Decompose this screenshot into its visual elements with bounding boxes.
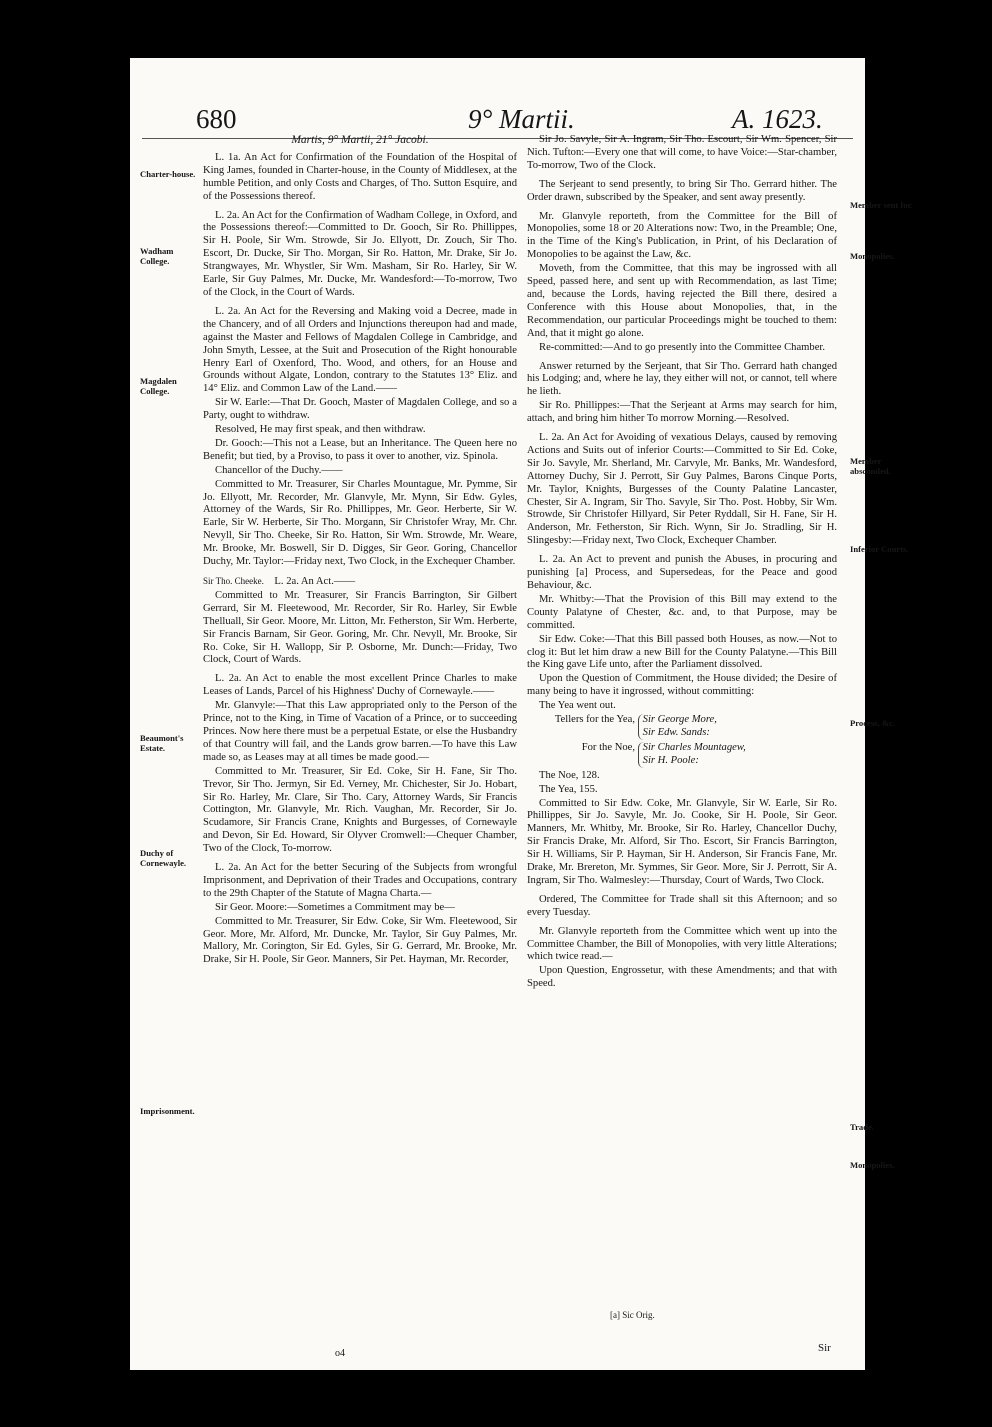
entry-paragraph: Mr. Whitby:—That the Provision of this Bill may extend to the County Palatyne of Chester, &c. and, to that Purpose, may be committed.: [527, 593, 837, 631]
entry-paragraph: L. 2a. An Act for the Confirmation of Wadham College, in Oxford, and the Possessions thereof:—Committed to Dr. Gooch, Sir Ro. Phillippes, Sir H. Poole, Sir Wm. Strowde, Sir Jo. Ellyott, Dr. Zouch, Sir Tho. Escort, Dr. Ducke, Sir Tho. Morgan, Sir Ro. Hatton, Mr. Drake, Sir Jo. Strangwayes, Mr. Whystler, Sir Wm. Masham, Sir Ro. Harley, Sir W. Earle, Sir Guy Palmes, Mr. Ducke, Mr. Wandesford:—To-morrow, Two of the Clock, in the Court of Wards.: [203, 209, 517, 298]
margin-note-left: Magdalen College.: [140, 376, 177, 396]
vote-count-noe: The Noe, 128.: [539, 769, 600, 781]
entry-paragraph: L. 2a. An Act to prevent and punish the Abuses, in procuring and punishing [a] Process, and Supersedeas, for the Peace and good Behaviour, &c.: [527, 554, 837, 591]
entry-paragraph: Ordered, The Committee for Trade shall sit this Afternoon; and so every Tuesday.: [527, 893, 837, 918]
entry-paragraph: Sir Jo. Savyle, Sir A. Ingram, Sir Tho. Escourt, Sir Wm. Spencer, Sir Nich. Tufton:—Every one that will come, to have Voice:—Star-chamber, To-morrow, Two of the Clock.: [527, 134, 837, 171]
margin-note-left: Charter-house.: [140, 169, 196, 179]
footnote: [a] Sic Orig.: [610, 1310, 655, 1320]
entry-paragraph: Dr. Gooch:—This not a Lease, but an Inheritance. The Queen here no Benefit; but tied, by a Proviso, to pass it over to another, viz. Spinola.: [203, 437, 517, 462]
entry-paragraph: Committed to Mr. Treasurer, Sir Ed. Coke, Sir H. Fane, Sir Tho. Trevor, Sir Tho. Jermyn, Sir Ed. Verney, Mr. Chichester, Sir Jo. Hobart, Sir Ro. Harley, Mr. Clare, Sir Tho. Cary, Attorney Wards, Sir Francis Cottington, Mr. Glanvyle, Mr. Rich. Vaughan, Mr. Recorder, Sir Jo. Scudamore, Sir Francis Crane, Knights and Burgesses, of Cornewayle and Devon, Sir Ed. Howard, Sir Olyver Cromwell:—Chequer Chamber, Two of the Clock, To-morrow.: [203, 765, 517, 855]
margin-note-right: Process, &c.: [850, 718, 895, 728]
margin-note-right: Trade.: [850, 1122, 874, 1132]
margin-note-right: Monopolies.: [850, 251, 895, 261]
tellers-noe: [527, 742, 837, 768]
teller-name: Sir George More,: [642, 714, 717, 726]
margin-note-right: Member sent for.: [850, 200, 913, 210]
entry-paragraph: Committed to Mr. Treasurer, Sir Francis Barrington, Sir Gilbert Gerrard, Sir M. Fleetewood, Mr. Recorder, Sir Ro. Harley, Sir Ewble Thelluall, Sir Geor. Moore, Mr. Litton, Mr. Fetherston, Sir Wm. Herberte, Sir Francis Barnam, Sir Geor. Goring, Mr. Chr. Nevyll, Mr. Brooke, Sir Ro. Coke, Sir H. Wallopp, Sir P. Osborne, Mr. Dunch:—Friday, Two Clock, Court of Wards.: [203, 589, 517, 666]
left-column: [203, 134, 517, 973]
entry-paragraph: L. 1a. An Act for Confirmation of the Foundation of the Hospital of King James, founded in Charter-house, in the County of Middlesex, at the humble Petition, and only Costs and Charges, of Tho. Sutton Esquire, and of the Possessions thereof.: [203, 151, 517, 202]
entry-paragraph: Sir Ro. Phillippes:—That the Serjeant at Arms may search for him, attach, and bring him hither To morrow Morning.—Resolved.: [527, 400, 837, 425]
margin-note-right: Inferior Courts.: [850, 544, 909, 554]
entry-paragraph: Committed to Mr. Treasurer, Sir Charles Mountague, Mr. Pymme, Sir Jo. Ellyott, Mr. Recorder, Mr. Glanvyle, Mr. Mynn, Sir Edw. Gyles, Attorney of the Wards, Sir Ro. Phillippes, Mr. Geor. Herberte, Sir W. Earle, Sir W. Herberte, Sir Tho. Morgann, Sir Christofer Wray, Mr. Chr. Nevyll, Sir Tho. Cheeke, Sir Ro. Hatton, Sir Wm. Strowde, Mr. Weare, Mr. Brooke, Mr. Boswell, Sir D. Digges, Sir Geor. Goring, Chancellor Duchy, Mr. Taylor:—Friday next, Two Clock, in the Exchequer Chamber.: [203, 478, 517, 568]
margin-note-left: Wadham College.: [140, 246, 174, 266]
entry-paragraph: Mr. Glanvyle reporteth, from the Committee for the Bill of Monopolies, some 18 or 20 Alterations now: Two, in the Preamble; One, in the Time of the King's Publication, in Print, of his Declaration of Monopolies to be against the Law, &c.: [527, 210, 837, 261]
act-reading: L. 2a. An Act.——: [274, 576, 356, 587]
entry-paragraph: L. 2a. An Act for the better Securing of the Subjects from wrongful Imprisonment, and Deprivation of their Trades and Occupations, contrary to the 29th Chapter of the Statute of Magna Charta.—: [203, 862, 517, 899]
sitting-heading: Martis, 9° Martii, 21° Jacobi.: [291, 134, 429, 146]
entry-paragraph: Chancellor of the Duchy.——: [215, 464, 343, 476]
entry-paragraph: Sir Edw. Coke:—That this Bill passed both Houses, as now.—Not to clog it: But let him draw a new Bill for the County Palatyne.—This Bill the King gave Life unto, after the Parliament dissolved.: [527, 633, 837, 671]
journal-page: [130, 58, 913, 1370]
tellers-names: [638, 714, 717, 740]
teller-name: Sir Charles Mountagew,: [642, 741, 746, 753]
page-number: 680: [196, 104, 237, 134]
entry-paragraph: Sir Geor. Moore:—Sometimes a Commitment may be—: [215, 901, 455, 913]
entry-paragraph: Committed to Mr. Treasurer, Sir Edw. Coke, Sir Wm. Fleetewood, Sir Geor. More, Mr. Alford, Mr. Duncke, Mr. Taylor, Sir Guy Palmes, Mr. Mallory, Mr. Corington, Sir Ed. Gyles, Sir G. Gerrard, Mr. Brooke, Mr. Drake, Sir H. Poole, Sir Geor. Manners, Sir Pet. Hayman, Mr. Recorder,: [203, 915, 517, 966]
entry-paragraph: The Serjeant to send presently, to bring Sir Tho. Gerrard hither. The Order drawn, subscribed by the Speaker, and sent away presently.: [527, 178, 837, 203]
page-date: 9° Martii.: [468, 104, 575, 134]
catchword: Sir: [818, 1342, 831, 1354]
tellers-yea: [527, 714, 837, 740]
margin-note-right: Member absconded.: [850, 456, 891, 476]
entry-paragraph: Moveth, from the Committee, that this may be ingrossed with all Speed, passed here, and sent up with Recommendation, as last Time; and, because the Lords, having rejected the Bill there, desired a Conference with this House about Monopolies, that, in the Recommendation, our particular Proceedings might be touched to them: And, that it might go alone.: [527, 263, 837, 339]
entry-paragraph: Upon Question, Engrossetur, with these Amendments; and that with Speed.: [527, 965, 837, 990]
tellers-label: For the Noe,: [581, 741, 635, 753]
margin-note-left: Duchy of Cornewayle.: [140, 848, 187, 868]
entry-paragraph: Upon the Question of Commitment, the House divided; the Desire of many being to have it ingrossed, without committing:: [527, 673, 837, 698]
entry-paragraph: L. 2a. An Act to enable the most excellent Prince Charles to make Leases of Lands, Parcel of his Highness' Duchy of Cornewayle.——: [203, 673, 517, 698]
entry-paragraph: Sir W. Earle:—That Dr. Gooch, Master of Magdalen College, and so a Party, ought to withdraw.: [203, 397, 517, 422]
page-year: A. 1623.: [732, 104, 823, 134]
signature-mark: o4: [335, 1348, 345, 1359]
member-name: Sir Tho. Cheeke.: [203, 576, 264, 586]
margin-note-left: Imprisonment.: [140, 1106, 195, 1116]
entry-paragraph: [203, 575, 517, 589]
entry-paragraph: Resolved, He may first speak, and then withdraw.: [215, 424, 426, 436]
teller-name: Sir Edw. Sands:: [642, 726, 710, 738]
margin-note-left: Beaumont's Estate.: [140, 733, 184, 753]
tellers-names: [638, 742, 746, 768]
entry-paragraph: The Yea went out.: [539, 700, 616, 712]
entry-paragraph: Re-committed:—And to go presently into the Committee Chamber.: [539, 341, 825, 353]
entry-paragraph: Mr. Glanvyle:—That this Law appropriated only to the Person of the Prince, not to the King, in Time of Vacation of a Prince, or to succeeding Princes. Now here there must be a perpetual Estate, or else the Husbandry of that Country will fail, and the Lands grow barren.—To have this Law made so, as Leases may at all times be made good.—: [203, 700, 517, 763]
vote-count-yea: The Yea, 155.: [539, 783, 598, 795]
entry-paragraph: Answer returned by the Serjeant, that Sir Tho. Gerrard hath changed his Lodging; and, where he lay, they either will not, or cannot, tell where he lieth.: [527, 360, 837, 398]
entry-paragraph: L. 2a. An Act for the Reversing and Making void a Decree, made in the Chancery, and of all Orders and Injunctions thereupon had and made, against the Master and Fellows of Magdalen College in Cambridge, and John Smyth, Lessee, at the Suit and Prosecution of the Right honourable Henry Earl of Oxenford, Tho. Wood, and others, for an House and Grounds without Algate, London, contrary to the Statutes 13° Eliz. and 14° Eliz. and Common Law of the Land.——: [203, 305, 517, 395]
entry-paragraph: Committed to Sir Edw. Coke, Mr. Glanvyle, Sir W. Earle, Sir Ro. Phillippes, Sir Jo. Savyle, Mr. Jo. Cooke, Sir H. Poole, Sir Geor. Manners, Mr. Whitby, Mr. Brooke, Sir Ro. Harley, Chancellor Duchy, Sir Francis Drake, Mr. Alford, Sir Tho. Escort, Sir Francis Barrington, Sir H. Williams, Sir P. Hayman, Sir H. Anderson, Sir Francis Fane, Mr. Drake, Mr. Brereton, Mr. Symmes, Sir Geor. More, Sir J. Perrott, Sir A. Ingram, Sir Tho. Walmesley:—Thursday, Court of Wards, Two Clock.: [527, 797, 837, 886]
right-column: [527, 134, 837, 992]
entry-paragraph: Mr. Glanvyle reporteth from the Committee which went up into the Committee Chamber, the Bill of Monopolies, with very little Alterations; which twice read.—: [527, 925, 837, 963]
tellers-label: Tellers for the Yea,: [554, 714, 635, 726]
entry-paragraph: L. 2a. An Act for Avoiding of vexatious Delays, caused by removing Actions and Suits out of inferior Courts:—Committed to Sir Ed. Coke, Sir Jo. Savyle, Mr. Sherland, Mr. Carvyle, Mr. Banks, Mr. Wandesford, Attorney Duchy, Sir J. Perrott, Sir Guy Palmes, Barons Cinque Ports, Mr. Taylor, Knights, Burgesses of the County Palatine Lancaster, Chester, Sir A. Ingram, Sir Tho. Savyle, Sir Tho. Post. Hobby, Sir Wm. Strowde, Sir Christofer Hillyard, Sir Peter Ryddall, Sir H. Fane, Sir H. Anderson, Mr. Fetherston, Sir Rich. Wynn, Sir Jo. Stradling, Sir H. Slingesby:—Friday next, Two Clock, Exchequer Chamber.: [527, 432, 837, 547]
margin-note-right: Monopolies.: [850, 1160, 895, 1170]
teller-name: Sir H. Poole:: [642, 754, 699, 766]
